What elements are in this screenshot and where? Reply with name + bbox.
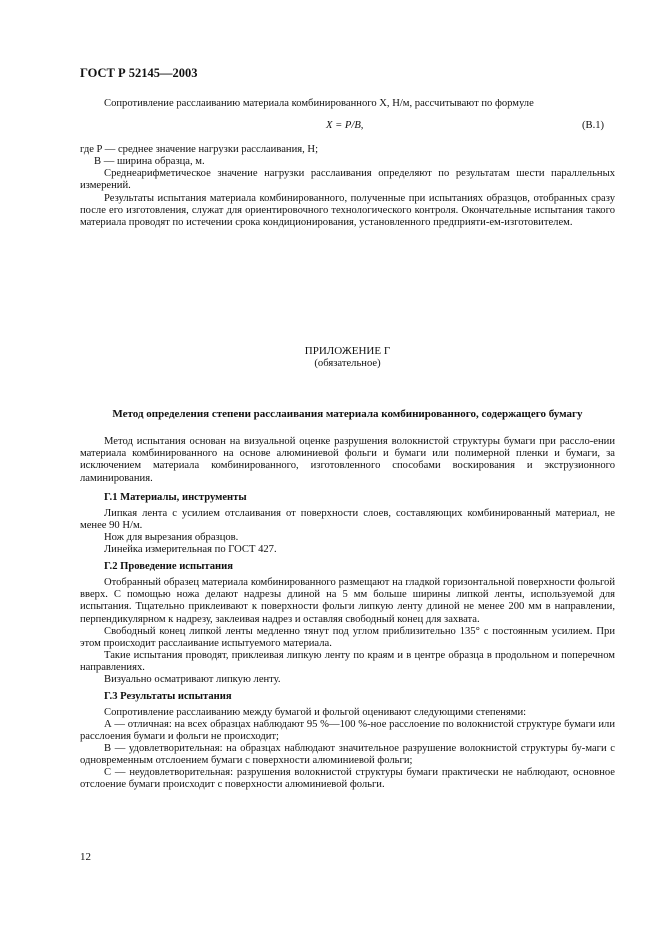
where-line-1: где P — среднее значение нагрузки расслаивания, Н;: [80, 144, 319, 155]
g1-paragraph-3: Линейка измерительная по ГОСТ 427.: [104, 544, 277, 555]
g3-paragraph-2: А — отличная: на всех образцах наблюдают 95 %—100 %-ное расслоение по волокнистой структуре бумаги или расслоения бумаги и фольги не происходит;: [80, 719, 615, 743]
g1-paragraph-2: Нож для вырезания образцов.: [104, 532, 239, 543]
g1-paragraph-1: Липкая лента с усилием отслаивания от поверхности слоев, составляющих комбинированный материал, не менее 90 Н/м.: [80, 508, 615, 532]
g2-paragraph-2: Свободный конец липкой ленты медленно тянут под углом приблизительно 135° с постоянным усилием. При этом происходит расслаивание испытуемого материала.: [80, 626, 615, 650]
g3-paragraph-3: В — удовлетворительная: на образцах наблюдают значительное разрушение волокнистой структуры бу-маги с одновременным отслоением бумаги с поверхности алюминиевой фольги;: [80, 743, 615, 767]
formula-number: (В.1): [582, 120, 605, 131]
formula-intro: Сопротивление расслаиванию материала комбинированного X, Н/м, рассчитывают по формуле: [104, 98, 534, 109]
appendix-note: (обязательное): [314, 358, 381, 369]
method-title: Метод определения степени расслаивания материала комбинированного, содержащего бумагу: [112, 408, 583, 420]
g3-paragraph-4: С — неудовлетворительная: разрушения волокнистой структуры бумаги практически не наблюдают, основное отслоение бумаги происходит с поверхности алюминиевой фольги.: [80, 767, 615, 791]
where-line-2: B — ширина образца, м.: [94, 156, 205, 167]
g2-paragraph-3: Такие испытания проводят, приклеивая липкую ленту по краям и в центре образца в продольном и поперечном направлениях.: [80, 650, 615, 674]
appendix-title: ПРИЛОЖЕНИЕ Г: [304, 345, 391, 357]
g2-paragraph-4: Визуально осматривают липкую ленту.: [104, 674, 281, 685]
section-g3-title: Г.3 Результаты испытания: [104, 691, 232, 702]
g2-paragraph-1: Отобранный образец материала комбинированного размещают на гладкой горизонтальной поверхности фольгой вверх. С помощью ножа делают надрезы длиной на 5 мм больше ширины липкой ленты, используемой для испытания. Тщательно приклеивают к поверхности фольги липкую ленту длиной не менее 200 мм в направлении, перпендикулярном к надрезу, заклеивая надрез и оставляя свободный конец для захвата.: [80, 577, 615, 625]
paragraph-results: Результаты испытания материала комбинированного, полученные при испытаниях образцов, отобранных сразу после его изготовления, служат для ориентировочного технологического контроля. Окончательные испытания такого материала проводят по истечении срока кондиционирования, установленного предприяти-ем-изготовителем.: [80, 193, 615, 229]
g3-paragraph-1: Сопротивление расслаиванию между бумагой и фольгой оценивают следующими степенями:: [104, 707, 527, 718]
section-g2-title: Г.2 Проведение испытания: [104, 561, 233, 572]
formula: X = P/B,: [326, 120, 364, 131]
method-paragraph: Метод испытания основан на визуальной оценке разрушения волокнистой структуры бумаги при рассло-ении материала комбинированного на основе алюминиевой фольги и бумаги или полимерной пленки и бумаги, за исключением материала комбинированного, изготовленного способами воскирования и экструзионного ламинирования.: [80, 436, 615, 484]
document-header: ГОСТ Р 52145—2003: [80, 66, 198, 80]
section-g1-title: Г.1 Материалы, инструменты: [104, 492, 247, 503]
paragraph-average: Среднеарифметическое значение нагрузки расслаивания определяют по результатам шести параллельных измерений.: [80, 168, 615, 192]
page-number: 12: [80, 851, 91, 863]
